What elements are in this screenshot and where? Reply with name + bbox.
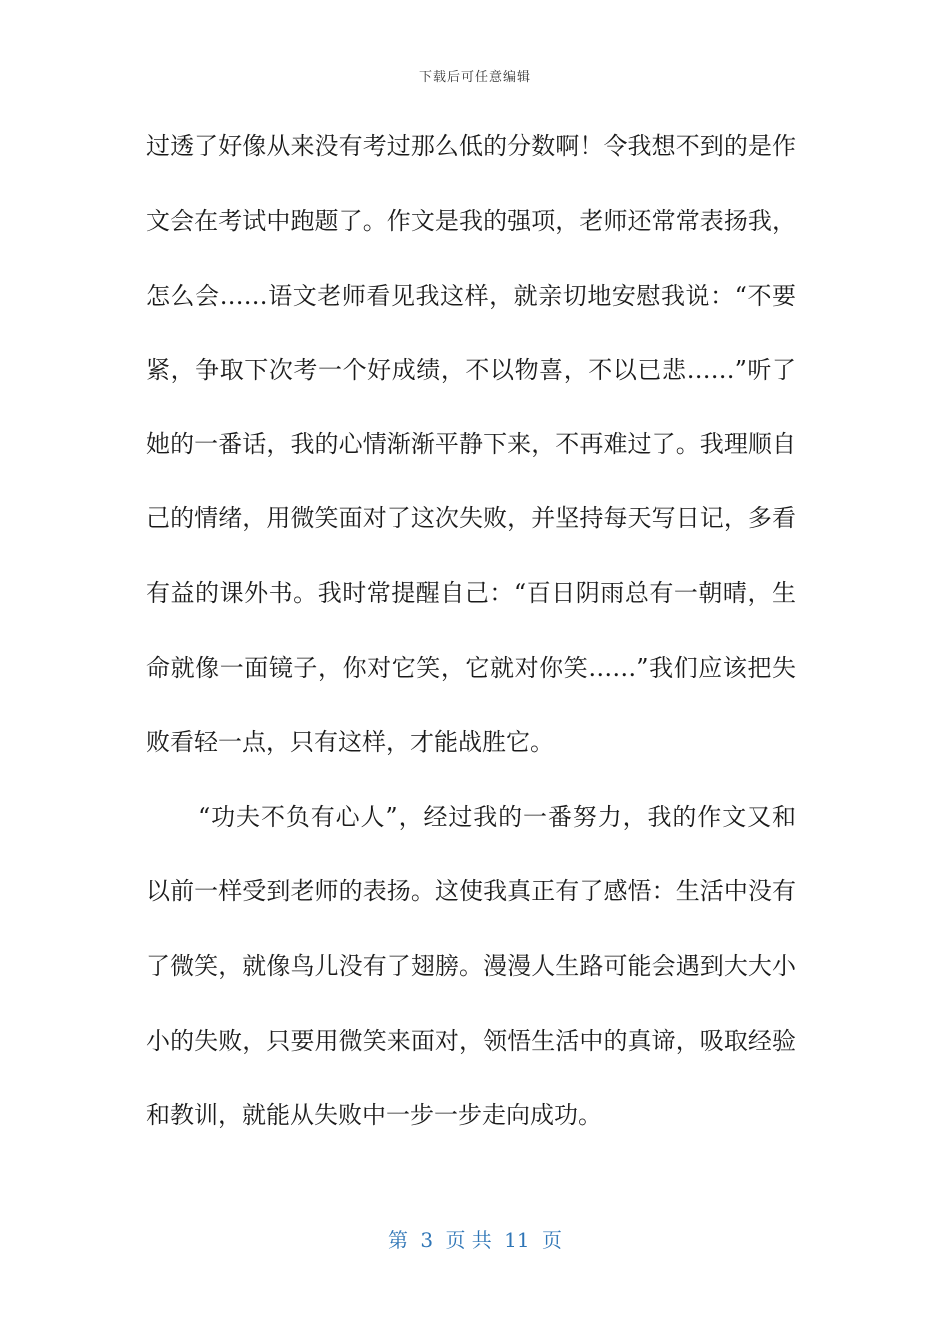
text-line: “功夫不负有心人”，经过我的一番努力，我的作文又和 xyxy=(198,803,796,831)
text-line: 和教训，就能从失败中一步一步走向成功。 xyxy=(146,1101,602,1129)
text-line: 命就像一面镜子，你对它笑，它就对你笑……”我们应该把失 xyxy=(146,654,796,682)
page-suffix: 页 xyxy=(541,1228,562,1252)
text-line: 小的失败，只要用微笑来面对，领悟生活中的真谛，吸取经验 xyxy=(146,1027,796,1055)
page-middle: 页 共 xyxy=(445,1228,492,1252)
text-line: 紧，争取下次考一个好成绩，不以物喜，不以已悲……”听了 xyxy=(146,356,796,384)
text-line: 怎么会……语文老师看见我这样，就亲切地安慰我说：“不要 xyxy=(146,282,796,310)
text-line: 己的情绪，用微笑面对了这次失败，并坚持每天写日记，多看 xyxy=(146,504,796,532)
text-line: 了微笑，就像鸟儿没有了翅膀。漫漫人生路可能会遇到大大小 xyxy=(146,952,796,980)
page-prefix: 第 xyxy=(388,1228,408,1252)
text-line: 过透了好像从来没有考过那么低的分数啊！令我想不到的是作 xyxy=(146,132,796,160)
text-line: 败看轻一点，只有这样，才能战胜它。 xyxy=(146,728,554,756)
text-line: 文会在考试中跑题了。作文是我的强项，老师还常常表扬我， xyxy=(146,207,796,235)
text-line: 她的一番话，我的心情渐渐平静下来，不再难过了。我理顺自 xyxy=(146,430,796,458)
page-footer xyxy=(0,1224,950,1253)
text-line: 有益的课外书。我时常提醒自己：“百日阴雨总有一朝晴，生 xyxy=(146,579,796,607)
page-header: 下载后可任意编辑 xyxy=(418,70,531,85)
text-line: 以前一样受到老师的表扬。这使我真正有了感悟：生活中没有 xyxy=(146,877,796,905)
current-page-number: 3 xyxy=(420,1228,434,1252)
total-page-number: 11 xyxy=(504,1228,530,1252)
